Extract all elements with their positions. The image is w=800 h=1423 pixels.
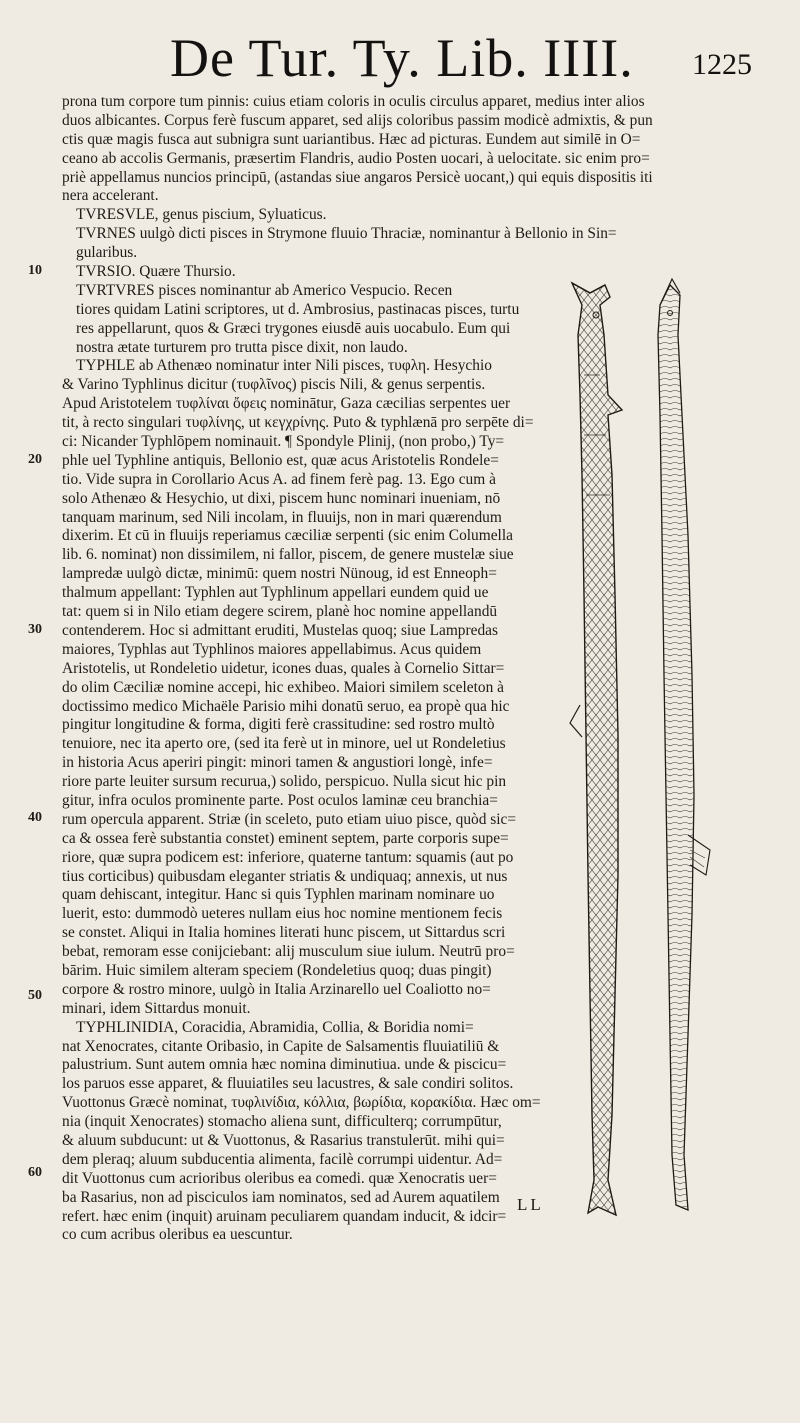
signature-mark: LL (517, 1195, 544, 1214)
paragraph-previous-entry (62, 93, 722, 206)
text-line: quam dehiscant, integitur. Hanc si quis Typhlen marinam nominare uo (62, 886, 495, 904)
text-line: thalmum appellant: Typhlen aut Typhlinum appellari eundem quid ue (62, 584, 489, 602)
text-line: minari, idem Sittardus monuit. (62, 999, 251, 1017)
running-head: De Tur. Ty. Lib. IIII. (170, 28, 634, 88)
text-line: & aluum subducunt: ut & Vuottonus, & Rasarius transtulerūt. mihi qui= (62, 1131, 505, 1149)
small-pipefish (658, 279, 710, 1210)
text-line: luerit, esto: dummodò ueteres nullam eius hoc nomine mentionem fecis (62, 905, 503, 923)
text-line: Vuottonus Græcè nominat, τυφλινίδια, κόλλια, βωρίδια, κορακίδια. Hæc om= (62, 1094, 541, 1112)
marginal-number: 40 (28, 810, 42, 825)
text-line: nat Xenocrates, citante Oribasio, in Capite de Salsamentis fluuiatiliū & (62, 1037, 500, 1055)
text-line: se constet. Aliqui in Italia homines literati hunc piscem, ut Sittardus scri (62, 924, 506, 942)
text-line: pingitur longitudine & forma, digiti ferè crassitudine: sed rostro multò (62, 716, 495, 734)
text-line: co cum acribus oleribus ea uescuntur. (62, 1226, 293, 1244)
text-line: ci: Nicander Typhlōpem nominauit. ¶ Spondyle Plinij, (non probo,) Ty= (62, 433, 505, 451)
text-line: do olim Cæciliæ nomine accepi, hic exhibeo. Maiori similem sceleton à (62, 678, 504, 696)
marginal-number: 50 (28, 988, 42, 1003)
text-line: lampredæ uulgò dictæ, minimū: quem nostri Nünoug, id est Enneoph= (62, 565, 497, 583)
text-line: dit Vuottonus cum acrioribus oleribus ea comedi. quæ Xenocratis uer= (62, 1169, 497, 1187)
large-pipefish (570, 283, 622, 1215)
text-line: ca & ossea ferè substantia constet) eminent septem, parte corporis supe= (62, 829, 509, 847)
text-line: riore, quæ supra podicem est: inferiore, quaterne tantum: squamis (aut po (62, 848, 514, 866)
marginal-number: 10 (28, 263, 42, 278)
text-line: tit, à recto singulari τυφλίνης, ut κεγχρίνης. Puto & typhlænā pro serpēte di= (62, 414, 534, 432)
page-header (170, 28, 770, 88)
text-line: dixerim. Et cū in fluuijs reperiamus cæciliæ serpenti (sic enim Columella (62, 527, 513, 545)
text-line: contenderem. Hoc si admittant eruditi, Mustelas quoq; siue Lampredas (62, 621, 498, 639)
text-line: corpore & rostro minore, uulgò in Italia Arzinarello uel Coaliotto no= (62, 980, 491, 998)
text-line: res appellarunt, quos & Græci trygones eiusdē auis uocabulo. Eum qui (76, 319, 511, 337)
text-line: los paruos esse apparet, & fluuiatiles seu lacustres, & sale condiri solitos. (62, 1075, 514, 1093)
text-line: ctis quæ magis fusca aut subnigra sunt uariantibus. Hæc ad picturas. Eundem aut similē in O= (62, 130, 641, 148)
text-line: rum opercula apparent. Striæ (in sceleto, puto etiam uiuo pisce, quòd sic= (62, 810, 517, 828)
text-line: Aristotelis, ut Rondeletio uidetur, icones duas, quales à Cornelio Sittar= (62, 659, 505, 677)
text-line: tio. Vide supra in Corollario Acus A. ad finem ferè pag. 13. Ego cum à (62, 470, 496, 488)
page-number: 1225 (692, 48, 752, 81)
text-line: duos albicantes. Corpus ferè fuscum apparet, sed alijs coloribus passim modicè admixtis, & pun (62, 111, 653, 129)
text-line: nia (inquit Xenocrates) stomacho aliena sunt, difficulterq; corrumpūtur, (62, 1113, 502, 1131)
paragraph-turnes (62, 225, 722, 263)
text-line: tius corticibus) quibusdam eleganter striatis & undiquaq; annexis, ut nus (62, 867, 508, 885)
text-line: tenuiore, nec ita aperto ore, (sed ita ferè ut in minore, uel ut Rondeletius (62, 735, 506, 753)
text-line: phle uel Typhline antiquis, Bellonio est, quæ acus Aristotelis Rondele= (62, 451, 499, 469)
pipefish-woodcut-illustration (560, 275, 730, 1225)
text-line: in historia Acus aperiri pingit: minori tamen & angustiori longè, infe= (62, 754, 493, 772)
text-line: maiores, Typhlas aut Typhlinos maiores appellabimus. Acus quidem (62, 640, 482, 658)
text-line: refert. hæc enim (inquit) aruinam peculiarem quandam inducit, & idcir= (62, 1207, 507, 1225)
text-line: palustrium. Sunt autem omnia hæc nomina diminutiua. unde & piscicu= (62, 1056, 507, 1074)
marginal-number: 20 (28, 452, 42, 467)
text-line: ba Rasarius, non ad pisciculos iam nominatos, sed ad Aurem aquatilem (62, 1188, 500, 1206)
text-line: riore parte leuiter sursum recurua,) solido, perspicuo. Nulla sicut hic pin (62, 773, 507, 791)
text-line: doctissimo medico Michaële Parisio mihi donatū seruo, ea propè qua hic (62, 697, 510, 715)
text-line: TVRNES uulgò dicti pisces in Strymone fluuio Thraciæ, nominantur à Bellonio in Sin= (76, 225, 617, 243)
marginal-number: 30 (28, 622, 42, 637)
text-line: prona tum corpore tum pinnis: cuius etiam coloris in oculis circulus apparet, medius inter alios (62, 93, 645, 110)
text-line: lib. 6. nominat) non dissimilem, ni fallor, piscem, de genere mustelæ siue (62, 546, 514, 564)
text-line: TVRTVRES pisces nominantur ab Americo Vespucio. Recen (76, 281, 453, 299)
text-line: tiores quidam Latini scriptores, ut d. Ambrosius, pastinacas pisces, turtu (76, 300, 520, 318)
text-line: bebat, remoram esse conijciebant: alij musculum siue iulum. Neutrū pro= (62, 943, 515, 961)
paragraph-turesule (62, 206, 722, 225)
text-line: & Varino Typhlinus dicitur (τυφλῖνος) piscis Nili, & genus serpentis. (62, 376, 486, 394)
text-line: priè appellamus nuncios principū, (astandas siue angaros Persicè uocant,) qui equis dispositis iti (62, 168, 653, 186)
text-line: ceano ab accolis Germanis, præsertim Flandris, audio Posten uocari, à uelocitate. sic enim pro= (62, 149, 650, 167)
text-line: dem pleraq; aluum subducentia alimenta, facilè corrumpi uidentur. Ad= (62, 1150, 503, 1168)
text-line: bārim. Huic similem alteram speciem (Rondeletius quoq; duas pingit) (62, 961, 492, 979)
text-line: TYPHLINIDIA, Coracidia, Abramidia, Collia, & Boridia nomi= (76, 1018, 474, 1036)
text-line: TYPHLE ab Athenæo nominatur inter Nili pisces, τυφλη. Hesychio (76, 357, 492, 375)
text-line: nera accelerant. (62, 187, 159, 205)
text-line: tat: quem si in Nilo etiam degere scirem, planè hoc nomine appellandū (62, 603, 498, 621)
text-line: nostra ætate turturem pro trutta pisce dixit, non laudo. (76, 338, 408, 356)
text-line: TVRSIO. Quære Thursio. (76, 263, 236, 281)
text-line: gitur, infra oculos prominente parte. Post oculos laminæ ceu branchia= (62, 791, 498, 809)
text-line: solo Athenæo & Hesychio, ut dixi, piscem hunc nominari inueniam, nō (62, 489, 501, 507)
marginal-number: 60 (28, 1165, 42, 1180)
text-line: TVRESVLE, genus piscium, Syluaticus. (76, 206, 327, 224)
text-line: Apud Aristotelem τυφλίναι ὄφεις nominātur, Gaza cæcilias serpentes uer (62, 395, 511, 413)
text-line: tanquam marinum, sed Nili incolam, in fluuijs, non in mari quærendum (62, 508, 502, 526)
text-line: gularibus. (76, 244, 138, 262)
